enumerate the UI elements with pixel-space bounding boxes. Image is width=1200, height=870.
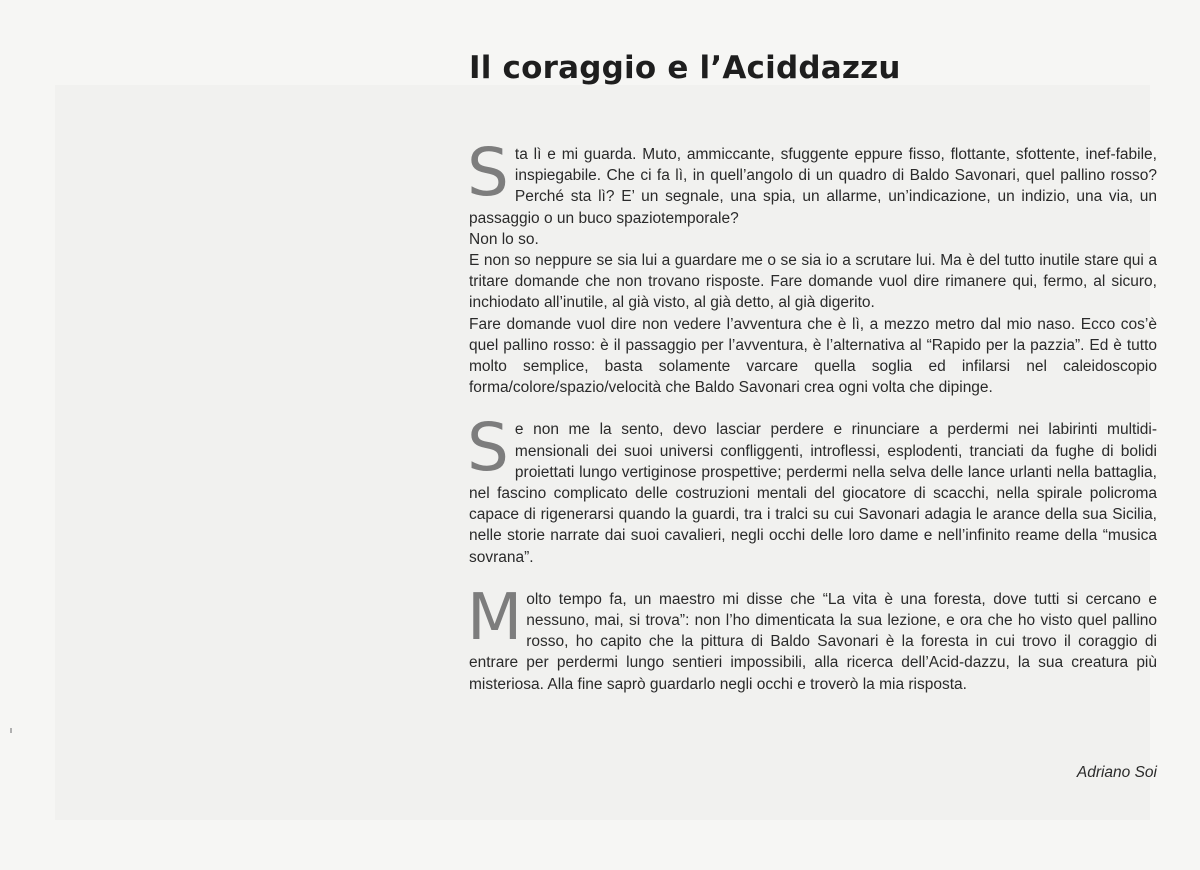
paragraph-line: ta lì e mi guarda. Muto, ammiccante, sfuggente eppure fisso, flottante, sfottente, inef-fabile, inspiegabile. Che ci fa lì, in quell’angolo di un quadro di Baldo Savonari, quel pallino rosso? Perché sta lì? E’ un segnale, una spia, un allarme, un’indicazione, un indizio, una via, un passaggio o un buco spaziotemporale? [469, 146, 1157, 227]
drop-cap: S [467, 409, 509, 487]
article-body [467, 134, 1157, 695]
paragraph-1 [467, 134, 1157, 398]
paragraph-line: Non lo so. [469, 230, 539, 248]
paragraph-2 [467, 409, 1157, 567]
paragraph-line: olto tempo fa, un maestro mi disse che “La vita è una foresta, dove tutti si cercano e nessuno, mai, si trova”: non l’ho dimenticata la sua lezione, e ora che ho visto quel pallino rosso, ho capito che la pittura di Baldo Savonari è la foresta in cui trovo il coraggio di entrare per perdermi lungo sentieri impossibili, alla ricerca dell’Acid-dazzu, la sua creatura più misteriosa. Alla fine saprò guardarlo negli occhi e troverò la mia risposta. [469, 590, 1157, 693]
paragraph-line: E non so neppure se sia lui a guardare me o se sia io a scrutare lui. Ma è del tutto inutile stare qui a tritare domande che non trovano risposte. Fare domande vuol dire rimanere qui, fermo, al sicuro, inchiodato all’inutile, al già visto, al già detto, al già digerito. [469, 252, 1157, 312]
paragraph-line: e non me la sento, devo lasciar perdere e rinunciare a perdermi nei labirinti multidi-mensionali dei suoi universi confliggenti, introflessi, esplodenti, tranciati da fughe di bolidi proiettati lungo vertiginose prospettive; perdermi nella selva delle lance urlanti nella battaglia, nel fascino complicato delle costruzioni mentali del giocatore di scacchi, nella spirale policroma capace di rigenerarsi quando la guardi, tra i tralci su cui Savonari adagia le arance della sua Sicilia, nelle storie narrate dai suoi cavalieri, negli occhi delle loro dame e nell’infinito reame della “musica sovrana”. [469, 421, 1157, 566]
paragraph-3 [467, 580, 1157, 695]
drop-cap: M [467, 580, 523, 655]
article [469, 40, 1157, 716]
margin-mark [10, 728, 12, 733]
paragraph-line: Fare domande vuol dire non vedere l’avventura che è lì, a mezzo metro dal mio naso. Ecco cos’è quel pallino rosso: è il passaggio per l’avventura, è l’alternativa al “Rapido per la pazzia”. Ed è tutto molto semplice, basta solamente varcare quella soglia ed infilarsi nel caleidoscopio forma/colore/spazio/velocità che Baldo Savonari crea ogni volta che dipinge. [469, 315, 1157, 397]
drop-cap: S [467, 134, 509, 211]
article-title: Il coraggio e l’Aciddazzu [469, 50, 901, 86]
author-signature: Adriano Soi [1076, 764, 1157, 781]
